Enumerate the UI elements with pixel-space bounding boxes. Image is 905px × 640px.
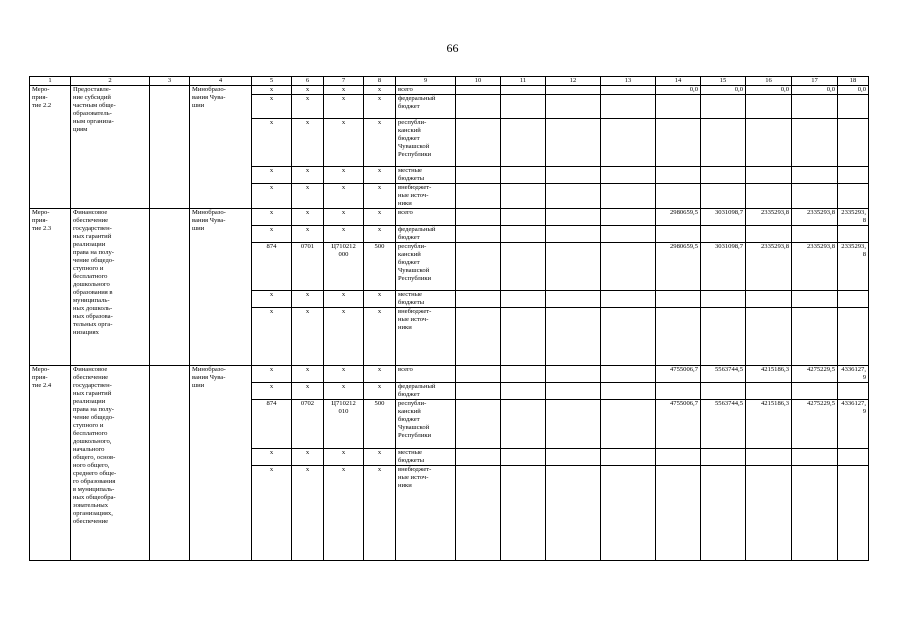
year-cell-11	[501, 291, 546, 308]
target-article-code: x	[324, 383, 364, 400]
grbs-code: x	[252, 449, 292, 466]
year-cell-13	[601, 226, 656, 243]
year-cell-11	[501, 226, 546, 243]
column-header-4: 4	[190, 77, 252, 86]
section-code: x	[292, 466, 324, 561]
expense-type-code: x	[364, 308, 396, 366]
funding-source: всего	[396, 209, 456, 226]
year-cell-13	[601, 383, 656, 400]
amount-col-15: 3031098,7	[701, 243, 746, 291]
responsible-executor: Минобразо- вания Чува- шии	[190, 86, 252, 209]
year-cell-11	[501, 366, 546, 383]
year-cell-12	[546, 243, 601, 291]
table-body	[30, 77, 869, 561]
column-header-11: 11	[501, 77, 546, 86]
year-cell-12	[546, 95, 601, 119]
amount-col-15	[701, 449, 746, 466]
table-row	[30, 86, 869, 95]
activity-code: Меро- прия- тие 2.4	[30, 366, 71, 561]
amount-col-15: 5563744,5	[701, 366, 746, 383]
expense-type-code: x	[364, 119, 396, 167]
year-cell-10	[456, 167, 501, 184]
funding-source: всего	[396, 366, 456, 383]
amount-col-18: 2335293,8	[838, 209, 869, 226]
amount-col-17	[792, 449, 838, 466]
table-row	[30, 209, 869, 226]
participant-cell	[150, 86, 190, 209]
section-code: x	[292, 95, 324, 119]
amount-col-17	[792, 95, 838, 119]
expense-type-code: x	[364, 449, 396, 466]
grbs-code: x	[252, 209, 292, 226]
year-cell-12	[546, 291, 601, 308]
amount-col-18	[838, 167, 869, 184]
year-cell-11	[501, 383, 546, 400]
column-header-12: 12	[546, 77, 601, 86]
amount-col-15	[701, 308, 746, 366]
year-cell-12	[546, 383, 601, 400]
expense-type-code: x	[364, 209, 396, 226]
year-cell-11	[501, 184, 546, 209]
amount-col-14: 4755006,7	[656, 366, 701, 383]
year-cell-10	[456, 209, 501, 226]
expense-type-code: x	[364, 291, 396, 308]
page-number: 66	[446, 41, 459, 55]
amount-col-16: 0,0	[746, 86, 792, 95]
year-cell-10	[456, 119, 501, 167]
amount-col-16: 4215186,3	[746, 366, 792, 383]
section-code: x	[292, 383, 324, 400]
grbs-code: x	[252, 366, 292, 383]
expense-type-code: x	[364, 466, 396, 561]
funding-source: республи- канский бюджет Чувашской Республики	[396, 400, 456, 449]
column-header-18: 18	[838, 77, 869, 86]
amount-col-17	[792, 184, 838, 209]
amount-col-16	[746, 466, 792, 561]
target-article-code: x	[324, 466, 364, 561]
funding-source: местные бюджеты	[396, 449, 456, 466]
year-cell-10	[456, 226, 501, 243]
year-cell-12	[546, 308, 601, 366]
funding-source: федеральный бюджет	[396, 226, 456, 243]
year-cell-13	[601, 95, 656, 119]
section-code: x	[292, 184, 324, 209]
amount-col-16	[746, 167, 792, 184]
amount-col-18: 0,0	[838, 86, 869, 95]
year-cell-11	[501, 466, 546, 561]
target-article-code: x	[324, 226, 364, 243]
grbs-code: 874	[252, 243, 292, 291]
amount-col-18	[838, 449, 869, 466]
amount-col-18	[838, 95, 869, 119]
amount-col-15	[701, 184, 746, 209]
amount-col-16	[746, 308, 792, 366]
grbs-code: x	[252, 383, 292, 400]
table-row	[30, 366, 869, 383]
activity-name: Финансовое обеспечение государствен- ных гарантий реализации права на полу- чение общедо- ступного и бесплатного дошкольного образования в муниципаль- ных дошколь- ных образова- тельных орга- низациях	[71, 209, 150, 366]
activity-code: Меро- прия- тие 2.3	[30, 209, 71, 366]
column-header-1: 1	[30, 77, 71, 86]
amount-col-17	[792, 466, 838, 561]
responsible-executor: Минобразо- вания Чува- шии	[190, 209, 252, 366]
funding-source: республи- канский бюджет Чувашской Республики	[396, 119, 456, 167]
year-cell-12	[546, 366, 601, 383]
section-code: x	[292, 449, 324, 466]
expense-type-code: x	[364, 383, 396, 400]
amount-col-18	[838, 119, 869, 167]
amount-col-14: 2980659,5	[656, 209, 701, 226]
target-article-code: x	[324, 95, 364, 119]
amount-col-16	[746, 95, 792, 119]
grbs-code: x	[252, 291, 292, 308]
funding-source: местные бюджеты	[396, 291, 456, 308]
amount-col-17	[792, 383, 838, 400]
amount-col-16	[746, 119, 792, 167]
column-header-2: 2	[71, 77, 150, 86]
column-header-7: 7	[324, 77, 364, 86]
amount-col-18	[838, 383, 869, 400]
year-cell-10	[456, 95, 501, 119]
funding-source: внебюджет- ные источ- ники	[396, 308, 456, 366]
year-cell-13	[601, 366, 656, 383]
amount-col-14	[656, 184, 701, 209]
target-article-code: x	[324, 86, 364, 95]
amount-col-14	[656, 226, 701, 243]
year-cell-12	[546, 226, 601, 243]
section-code: x	[292, 119, 324, 167]
amount-col-18	[838, 184, 869, 209]
year-cell-10	[456, 184, 501, 209]
budget-table	[29, 76, 869, 561]
year-cell-12	[546, 119, 601, 167]
amount-col-15	[701, 383, 746, 400]
target-article-code: x	[324, 119, 364, 167]
activity-code: Меро- прия- тие 2.2	[30, 86, 71, 209]
activity-name: Финансовое обеспечение государствен- ных гарантий реализации права на полу- чение общедо- ступного и бесплатного дошкольного, начального общего, основ- ного общего, среднего обще- го образования в муниципаль- ных общеобра- зовательных организациях, обеспечение	[71, 366, 150, 561]
amount-col-16	[746, 383, 792, 400]
amount-col-16	[746, 291, 792, 308]
year-cell-10	[456, 291, 501, 308]
column-header-3: 3	[150, 77, 190, 86]
amount-col-15	[701, 466, 746, 561]
funding-source: республи- канский бюджет Чувашской Республики	[396, 243, 456, 291]
year-cell-10	[456, 243, 501, 291]
target-article-code: x	[324, 209, 364, 226]
amount-col-18: 4336127,9	[838, 366, 869, 383]
amount-col-17	[792, 308, 838, 366]
amount-col-16	[746, 226, 792, 243]
section-code: x	[292, 167, 324, 184]
year-cell-13	[601, 308, 656, 366]
year-cell-13	[601, 291, 656, 308]
target-article-code: x	[324, 167, 364, 184]
amount-col-18: 2335293,8	[838, 243, 869, 291]
amount-col-14	[656, 95, 701, 119]
section-code: x	[292, 226, 324, 243]
year-cell-10	[456, 400, 501, 449]
grbs-code: 874	[252, 400, 292, 449]
amount-col-14	[656, 119, 701, 167]
year-cell-12	[546, 209, 601, 226]
expense-type-code: x	[364, 86, 396, 95]
participant-cell	[150, 209, 190, 366]
expense-type-code: x	[364, 366, 396, 383]
year-cell-10	[456, 308, 501, 366]
expense-type-code: 500	[364, 400, 396, 449]
funding-source: местные бюджеты	[396, 167, 456, 184]
amount-col-17	[792, 291, 838, 308]
target-article-code: x	[324, 449, 364, 466]
column-header-8: 8	[364, 77, 396, 86]
amount-col-16: 2335293,8	[746, 243, 792, 291]
funding-source: внебюджет- ные источ- ники	[396, 184, 456, 209]
column-header-9: 9	[396, 77, 456, 86]
funding-source: федеральный бюджет	[396, 383, 456, 400]
section-code: x	[292, 291, 324, 308]
year-cell-11	[501, 86, 546, 95]
grbs-code: x	[252, 184, 292, 209]
column-header-15: 15	[701, 77, 746, 86]
year-cell-11	[501, 400, 546, 449]
year-cell-11	[501, 243, 546, 291]
amount-col-14	[656, 167, 701, 184]
year-cell-11	[501, 308, 546, 366]
year-cell-13	[601, 243, 656, 291]
column-header-6: 6	[292, 77, 324, 86]
amount-col-14: 4755006,7	[656, 400, 701, 449]
year-cell-13	[601, 466, 656, 561]
amount-col-18: 4336127,9	[838, 400, 869, 449]
year-cell-10	[456, 86, 501, 95]
year-cell-13	[601, 209, 656, 226]
amount-col-14	[656, 291, 701, 308]
expense-type-code: x	[364, 167, 396, 184]
year-cell-12	[546, 86, 601, 95]
amount-col-17	[792, 226, 838, 243]
target-article-code: x	[324, 184, 364, 209]
section-code: 0702	[292, 400, 324, 449]
amount-col-15: 3031098,7	[701, 209, 746, 226]
grbs-code: x	[252, 466, 292, 561]
amount-col-16: 4215186,3	[746, 400, 792, 449]
amount-col-17: 4275229,5	[792, 366, 838, 383]
year-cell-13	[601, 167, 656, 184]
grbs-code: x	[252, 95, 292, 119]
amount-col-16: 2335293,8	[746, 209, 792, 226]
amount-col-17	[792, 167, 838, 184]
amount-col-17: 2335293,8	[792, 243, 838, 291]
amount-col-18	[838, 226, 869, 243]
year-cell-10	[456, 366, 501, 383]
amount-col-15	[701, 95, 746, 119]
year-cell-11	[501, 209, 546, 226]
amount-col-14: 2980659,5	[656, 243, 701, 291]
amount-col-15	[701, 291, 746, 308]
grbs-code: x	[252, 119, 292, 167]
year-cell-11	[501, 449, 546, 466]
target-article-code: Ц710212 000	[324, 243, 364, 291]
funding-source: федеральный бюджет	[396, 95, 456, 119]
column-header-10: 10	[456, 77, 501, 86]
grbs-code: x	[252, 308, 292, 366]
section-code: x	[292, 366, 324, 383]
amount-col-15	[701, 119, 746, 167]
funding-source: всего	[396, 86, 456, 95]
grbs-code: x	[252, 226, 292, 243]
year-cell-13	[601, 400, 656, 449]
year-cell-13	[601, 119, 656, 167]
amount-col-14	[656, 449, 701, 466]
amount-col-14	[656, 383, 701, 400]
amount-col-17: 2335293,8	[792, 209, 838, 226]
grbs-code: x	[252, 167, 292, 184]
target-article-code: Ц710212 010	[324, 400, 364, 449]
amount-col-18	[838, 291, 869, 308]
section-code: 0701	[292, 243, 324, 291]
amount-col-17: 0,0	[792, 86, 838, 95]
year-cell-11	[501, 95, 546, 119]
year-cell-12	[546, 167, 601, 184]
year-cell-12	[546, 184, 601, 209]
section-code: x	[292, 308, 324, 366]
amount-col-18	[838, 308, 869, 366]
activity-name: Предоставле- ние субсидий частным обще- образователь- ным организа- циям	[71, 86, 150, 209]
year-cell-10	[456, 466, 501, 561]
target-article-code: x	[324, 308, 364, 366]
expense-type-code: 500	[364, 243, 396, 291]
amount-col-14: 0,0	[656, 86, 701, 95]
expense-type-code: x	[364, 95, 396, 119]
funding-source: внебюджет- ные источ- ники	[396, 466, 456, 561]
section-code: x	[292, 86, 324, 95]
target-article-code: x	[324, 291, 364, 308]
year-cell-12	[546, 400, 601, 449]
section-code: x	[292, 209, 324, 226]
column-header-17: 17	[792, 77, 838, 86]
year-cell-13	[601, 449, 656, 466]
column-header-16: 16	[746, 77, 792, 86]
column-header-13: 13	[601, 77, 656, 86]
header-row	[30, 77, 869, 86]
amount-col-15: 0,0	[701, 86, 746, 95]
year-cell-12	[546, 449, 601, 466]
amount-col-15	[701, 226, 746, 243]
amount-col-15	[701, 167, 746, 184]
amount-col-14	[656, 466, 701, 561]
year-cell-12	[546, 466, 601, 561]
amount-col-18	[838, 466, 869, 561]
amount-col-17	[792, 119, 838, 167]
column-header-14: 14	[656, 77, 701, 86]
amount-col-17: 4275229,5	[792, 400, 838, 449]
participant-cell	[150, 366, 190, 561]
column-header-5: 5	[252, 77, 292, 86]
year-cell-11	[501, 167, 546, 184]
year-cell-11	[501, 119, 546, 167]
target-article-code: x	[324, 366, 364, 383]
amount-col-14	[656, 308, 701, 366]
responsible-executor: Минобразо- вания Чува- шии	[190, 366, 252, 561]
year-cell-10	[456, 383, 501, 400]
expense-type-code: x	[364, 226, 396, 243]
grbs-code: x	[252, 86, 292, 95]
amount-col-16	[746, 449, 792, 466]
year-cell-10	[456, 449, 501, 466]
year-cell-13	[601, 86, 656, 95]
amount-col-15: 5563744,5	[701, 400, 746, 449]
year-cell-13	[601, 184, 656, 209]
expense-type-code: x	[364, 184, 396, 209]
amount-col-16	[746, 184, 792, 209]
